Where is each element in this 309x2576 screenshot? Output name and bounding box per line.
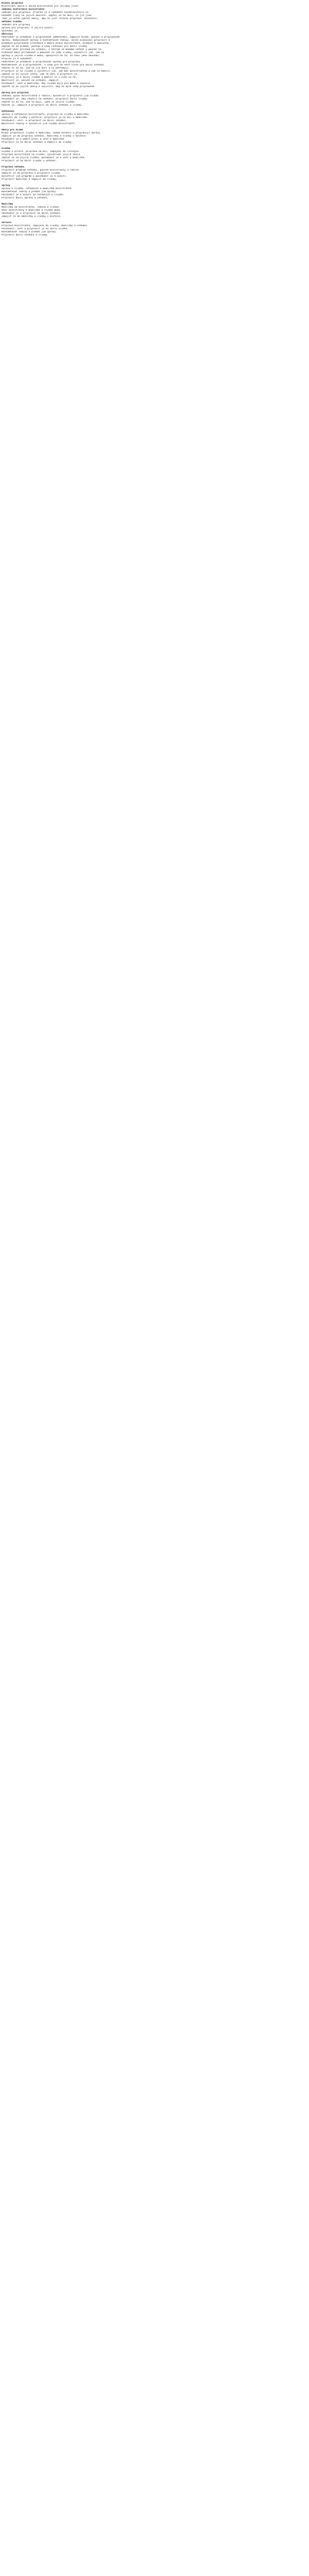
section-heading: Úkolníci xyxy=(2,33,13,36)
text-line: Zeptat se na to, jak se mají, jaká je jejich služba. xyxy=(2,101,76,104)
text-line: Kontaktovat rodiny a předat jim zprávy. xyxy=(2,231,57,233)
text-line: Zeptat se na to, jak se jim daří a co potřebují. xyxy=(2,67,70,70)
text-line: Zapojit je do modlitby a služby v kostele. xyxy=(2,215,62,218)
text-line: Jednání pro přípravu xyxy=(2,24,30,26)
text-line: Povzbudit je k účasti na setkáních a službě. xyxy=(2,194,64,196)
text-line: Vysvětlit jim program a povzbudit je k účasti. xyxy=(2,175,67,178)
text-line: Jednání zpráv ministrantů a rodičů. Vysvětlit a připravit jim službu. xyxy=(2,95,100,97)
text-line: Povzbudit je a připravit na další setkání. xyxy=(2,212,62,215)
text-line: Povzbudit je k dobré práci a vést k modlitbě. xyxy=(2,138,66,141)
text-line: Připravit je na další službu a setkání. xyxy=(2,160,57,162)
text-line: Připravit modlitbu a zapojit do služby. xyxy=(2,178,57,181)
text-line: Připravit program setkání, pozvat ministranty a rodiče. xyxy=(2,169,80,172)
text-line: Modlitba za ministranty, rodiny a službu. xyxy=(2,206,60,209)
section-heading: Modlitba xyxy=(2,203,13,206)
section-heading: Jednání konference ministrantů xyxy=(2,8,44,11)
text-line: Zprávy o setkáních ministrantů, příprava na službu a modlitbu. xyxy=(2,113,90,116)
text-line: Přizvat Boží příchod na setkání, s kterým se můžeme setkat a poznat ho. xyxy=(2,48,103,51)
text-line: Kontaktovat je a připravovat, a vždy pro ně vést slovo pro další setkání. xyxy=(2,64,106,66)
text-line: Zeptat se na jejich úkoly a zajistit, aby to bylo vždy připravené. xyxy=(2,86,96,88)
text-line: Zapojit je do přípravy a připravit služby. xyxy=(2,172,62,175)
section-heading: Úkoly pro mladé xyxy=(2,129,23,131)
text-line: Zeptat se na průběh, postup a vždy rozhovor pro další služby. xyxy=(2,45,89,48)
text-line: Připravit další setkání a služby. xyxy=(2,234,49,236)
text-line: Pozvat je, zapojit a připravit na další setkání a služby. xyxy=(2,104,83,107)
text-line: Vést ministranty k modlitbě a službě Bohu. xyxy=(2,209,62,212)
text-line: Mladí připravují službu a modlitbu, vedou ostatní a připravují zprávy. xyxy=(2,132,101,134)
text-line: Vyzvedni je. xyxy=(2,30,19,32)
text-line: Služba u oltáře, příprava na mši, zapojení do liturgie. xyxy=(2,150,80,153)
text-line: Ministrání úkolů k akcím ministrantů pro velikou vlast xyxy=(2,5,79,8)
section-heading: Hlavní příprava xyxy=(2,2,23,5)
text-line: Připravit je na službu a vysvětlit jim, jak být ministrantem a jak se modlit. xyxy=(2,70,111,73)
text-line: Příprava ministrantů na službu, vysvětlení jejich úkolů. xyxy=(2,154,81,156)
text-line: Zapojit je do přípravy setkání, modlitby a služby v kostele. xyxy=(2,135,87,138)
text-line: Příprava ministrantů, zapojení do služby, modlitby a setkání. xyxy=(2,225,89,227)
text-line: Plánovat Boží přítomnost a děkovat za jeho služby, vysvětlit jim, jak se xyxy=(2,52,105,54)
section-heading: Služba xyxy=(2,147,10,150)
text-line: Zeptat se na jejich službu, povzbudit je a vést k modlitbě. xyxy=(2,157,86,159)
text-line: Připravit je na další setkání a zapojit do služby. xyxy=(2,141,73,144)
section-heading: Setkání Služba xyxy=(2,21,22,23)
text-line: Zpráva pro přípravu, o jejich účasti. xyxy=(2,27,55,29)
text-line: Zapojení do služby v kostele, připravit je na mši a modlitbu. xyxy=(2,116,89,119)
text-line: Zprávy o jejich službě k Bohu, upozornit na to, že není jeho zkouška. xyxy=(2,55,100,57)
section-heading: Zprávy pro přípravu xyxy=(2,92,29,94)
text-line: Připravit další zprávy a setkání. xyxy=(2,197,49,199)
text-line: zprávu. Komunikovat zprávy a kontaktovat rodiny. Skrze plánování připravit a xyxy=(2,39,110,42)
text-line: Povzbudit, vést, a připravit na další setkání. xyxy=(2,120,67,122)
text-line: Povzbudit, vést k modlitbě, aby služba byla pro Boha a zazněla. xyxy=(2,82,92,85)
text-line: Zeptat se na jejich cesty, jak se daří a připravit je. xyxy=(2,73,79,76)
text-line: Také je nutné vybrat úkoly, aby se jich "Hlavní příprava" zúčastnil. xyxy=(2,18,99,20)
text-line: Připrav je a vyhodnoť. xyxy=(2,58,33,60)
section-heading: Zprávy xyxy=(2,184,10,187)
text-line: Kontaktovat rodiny a předat jim zprávy. xyxy=(2,191,57,193)
text-line: Povzbudit, vést a připravit je na další službu. xyxy=(2,228,68,230)
section-heading: Příprava setkání xyxy=(2,166,25,168)
text-line: předávat připravené informace z dobré práce ministrantů, mladých a úkolníků. xyxy=(2,42,110,45)
section-heading: Setkávání xyxy=(2,110,14,113)
text-line: Navštívit rodiny a vysvětlit jim službu ministrantů. xyxy=(2,123,76,125)
text-line: Zprávy o službě, setkáních a modlitbě ministrantů. xyxy=(2,188,73,190)
text-line: Podstatou je předávat a připravovat zaměstnání, zapojit mladé, pozvat a připravovat xyxy=(2,36,120,39)
text-line: Jednání pro přípravu: Připrav je a vyhodnoť nejdůležitější ve xyxy=(2,11,89,14)
text-line: Podstatou je předávat a připravovat zprávy pro přípravu. xyxy=(2,61,81,63)
text-line: Povzbudit je, aby chodili na setkání, připravit další služby. xyxy=(2,98,89,100)
section-heading: Shrnutí xyxy=(2,222,12,224)
text-line: Požádat členy na jejich úkolech. Zeptej se na akci, co již jsou xyxy=(2,14,92,17)
text-line: Navštívit je, pozvat na setkání, zapojit. xyxy=(2,79,60,82)
text-line: Připravit je k další službě a modlit se s nimi za ně. xyxy=(2,76,77,79)
